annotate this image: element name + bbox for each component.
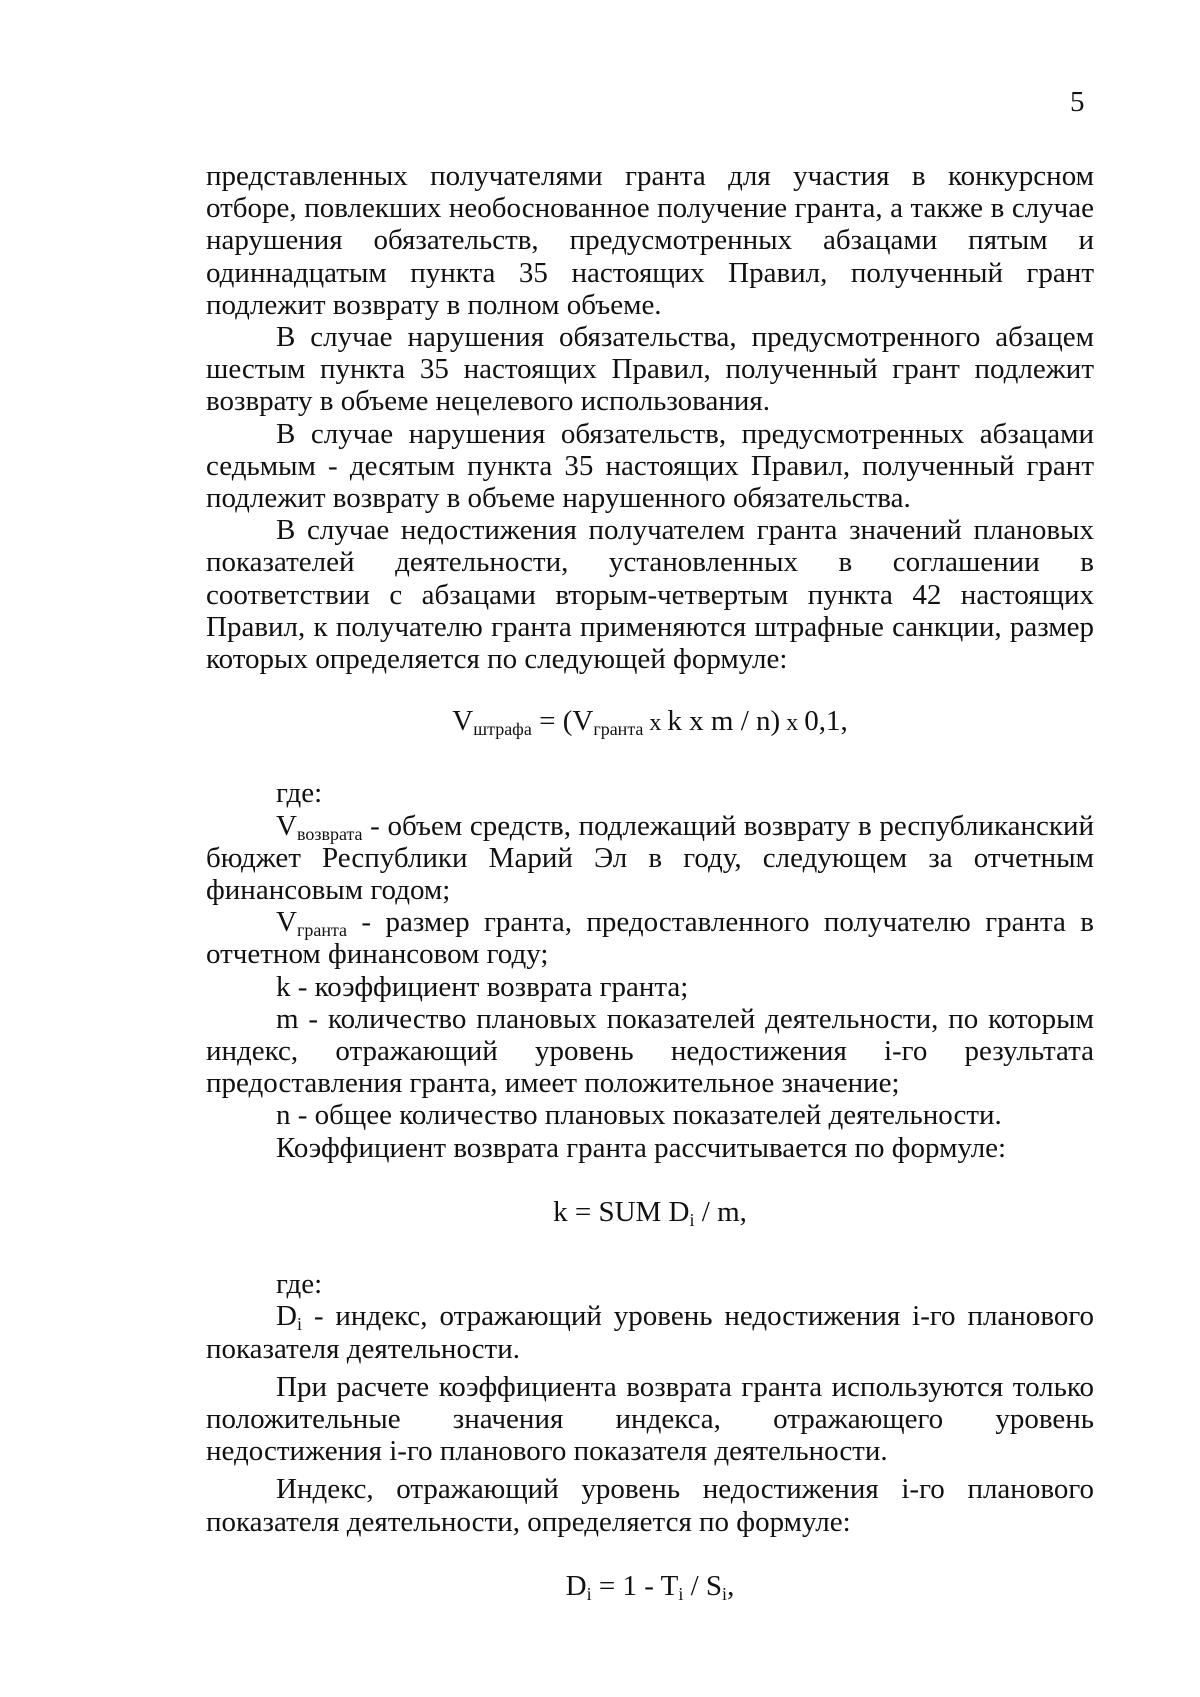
definition-v-granta xyxy=(206,906,1094,970)
formula-symbol: V xyxy=(452,705,474,738)
paragraph-2: В случае нарушения обязательства, предусмотренного абзацем шестым пункта 35 настоящих Правил, полученный грант подлежит возврату в объеме нецелевого использования. xyxy=(206,321,1094,418)
def-subscript: i xyxy=(296,1314,302,1335)
def-subscript: возврата xyxy=(296,823,363,844)
definition-v-vozvrata xyxy=(206,810,1094,907)
paragraph-4: В случае недостижения получателем гранта значений плановых показателей деятельности, установленных в соглашении в соответствии с абзацами вторым-четвертым пункта 42 настоящих Правил, к получателю гранта применяются штрафные санкции, размер которых определяется по следующей формуле: xyxy=(206,514,1094,676)
formula-text: , xyxy=(727,1569,735,1602)
def-symbol: V xyxy=(276,809,297,842)
formula-coefficient xyxy=(206,1196,1094,1228)
def-symbol: V xyxy=(276,906,297,939)
where-label-1: где: xyxy=(276,777,323,810)
formula-multiply: x xyxy=(643,710,668,737)
formula-subscript: i xyxy=(689,1209,695,1230)
formula-subscript: i xyxy=(586,1583,592,1604)
formula-subscript: гранта xyxy=(593,719,644,740)
formula-text: / m, xyxy=(694,1195,747,1228)
paragraph-5: При расчете коэффициента возврата гранта используются только положительные значения индекса, отражающего уровень недостижения i-го планового показателя деятельности. xyxy=(206,1370,1094,1468)
document-body xyxy=(206,160,1094,1632)
formula-text: = 1 - T xyxy=(591,1569,679,1602)
formula-text: 0,1, xyxy=(804,705,848,738)
def-text: - размер гранта, предоставленного получателю гранта в отчетном финансовом году; xyxy=(206,906,1094,971)
def-text: - объем средств, подлежащий возврату в республиканский бюджет Республики Марий Эл в году, следующем за отчетным финансовым годом; xyxy=(206,809,1094,907)
def-symbol: D xyxy=(276,1300,297,1333)
formula-penalty xyxy=(206,705,1094,739)
formula-subscript: i xyxy=(678,1583,684,1604)
paragraph-1: представленных получателями гранта для участия в конкурсном отборе, повлекших необоснованное получение гранта, а также в случае нарушения обязательств, предусмотренных абзацами пятым и одиннадцатым пункта 35 настоящих Правил, полученный грант подлежит возврату в полном объеме. xyxy=(206,160,1094,321)
formula-text: k = SUM D xyxy=(553,1195,690,1228)
formula-text: = (V xyxy=(531,705,594,738)
def-subscript: гранта xyxy=(296,920,348,941)
coefficient-intro: Коэффициент возврата гранта рассчитывается по формуле: xyxy=(276,1131,1007,1164)
definition-di xyxy=(206,1300,1094,1364)
paragraph-3: В случае нарушения обязательств, предусмотренных абзацами седьмым - десятым пункта 35 настоящих Правил, полученный грант подлежит возврату в объеме нарушенного обязательства. xyxy=(206,417,1094,515)
definition-n: n - общее количество плановых показателей деятельности. xyxy=(276,1099,1002,1132)
definition-k: k - коэффициент возврата гранта; xyxy=(276,970,689,1003)
formula-symbol: D xyxy=(565,1569,587,1602)
definition-m: m - количество плановых показателей деятельности, по которым индекс, отражающий уровень недостижения i-го результата предоставления гранта, имеет положительное значение; xyxy=(206,1002,1094,1100)
page-number: 5 xyxy=(1070,86,1085,118)
formula-subscript: штрафа xyxy=(473,719,532,740)
where-label-2: где: xyxy=(276,1268,323,1301)
formula-multiply: x xyxy=(780,710,805,737)
formula-index xyxy=(206,1570,1094,1602)
formula-subscript: i xyxy=(722,1583,728,1604)
formula-text: / S xyxy=(683,1569,723,1602)
def-text: - индекс, отражающий уровень недостижения i-го планового показателя деятельности. xyxy=(206,1300,1094,1365)
formula-text: k x m / n) xyxy=(667,705,781,738)
paragraph-6: Индекс, отражающий уровень недостижения i-го планового показателя деятельности, определяется по формуле: xyxy=(206,1473,1094,1538)
